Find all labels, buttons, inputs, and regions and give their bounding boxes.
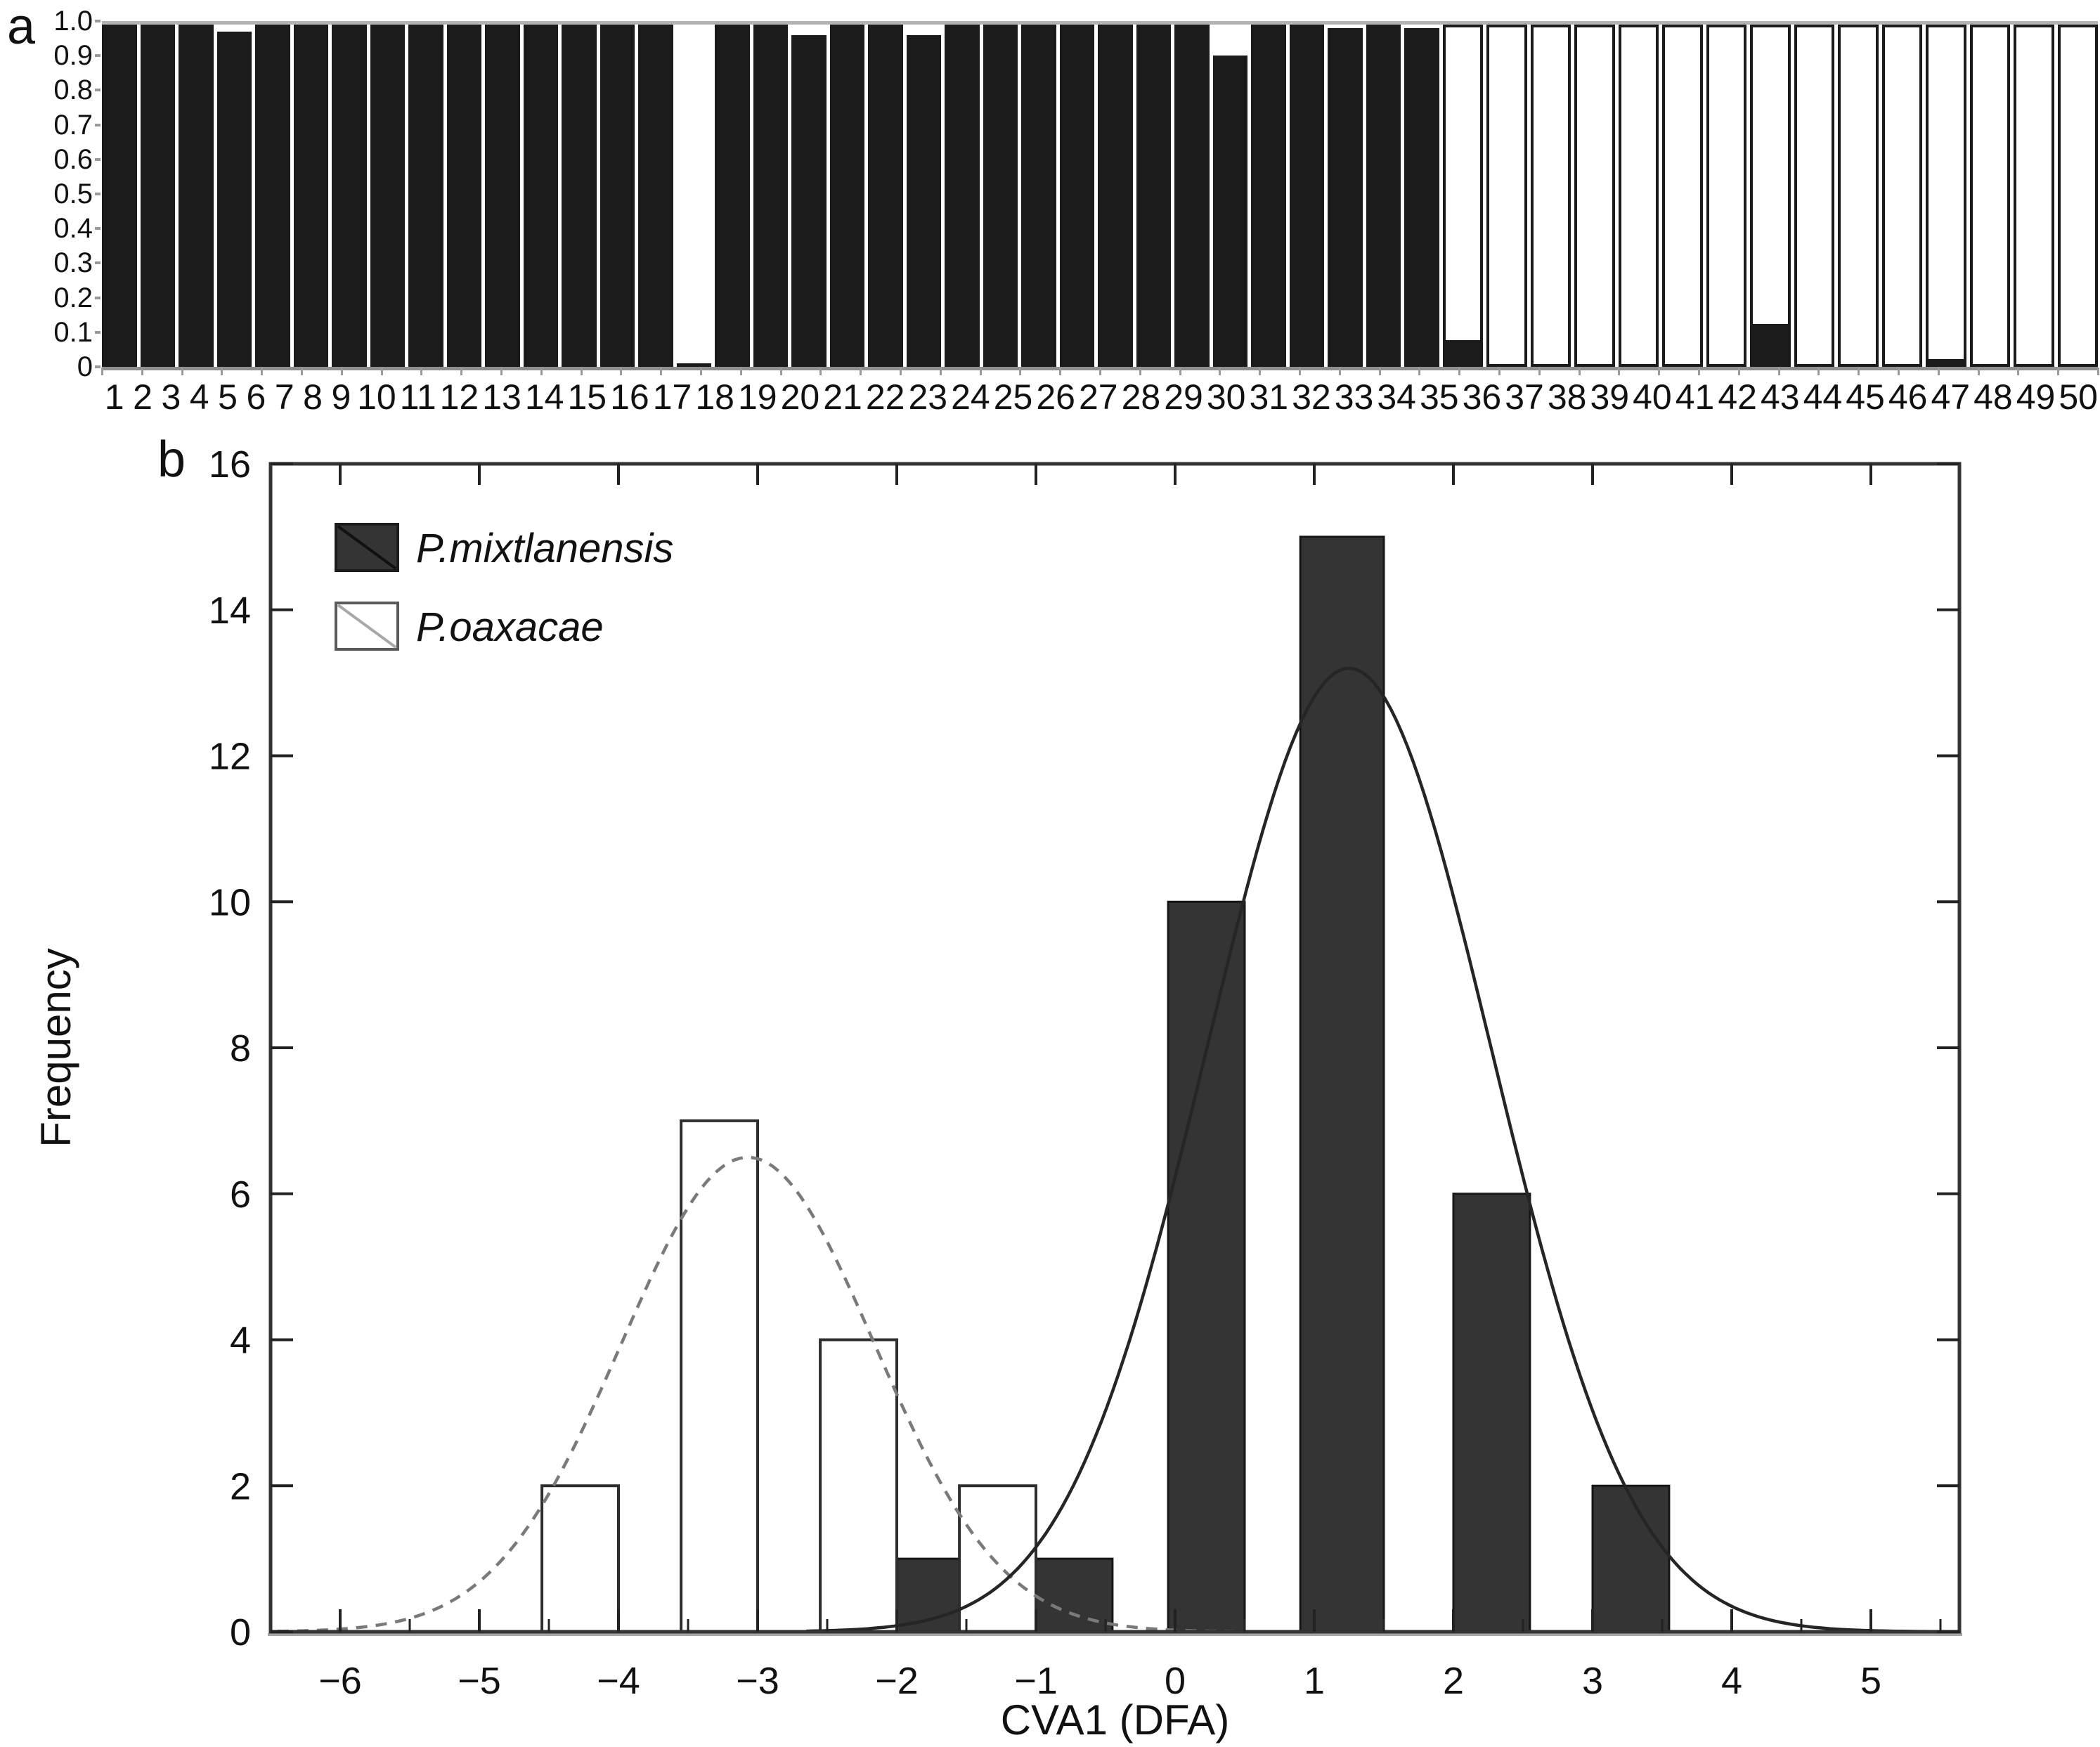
a-y-tick-label: 0.2 (53, 282, 93, 313)
a-x-tick-label: 47 (1931, 377, 1971, 417)
a-x-tick-label: 8 (303, 377, 323, 417)
x-tick-label: −2 (875, 1660, 919, 1702)
a-x-tick-label: 32 (1292, 377, 1331, 417)
a-y-tick-label: 0.1 (53, 316, 93, 348)
a-x-tick-label: 48 (1973, 377, 2013, 417)
panel-a-label: a (7, 0, 36, 55)
a-x-tick-label: 23 (908, 377, 948, 417)
x-tick-label: −6 (318, 1660, 362, 1702)
a-y-tick-label: 0.5 (53, 178, 93, 209)
a-y-tick-label: 0.3 (53, 247, 93, 279)
x-tick-label: 4 (1720, 1660, 1743, 1702)
a-x-tick-label: 37 (1505, 377, 1544, 417)
a-x-tick-label: 33 (1334, 377, 1374, 417)
x-tick-label: 3 (1581, 1660, 1604, 1702)
y-tick-label: 0 (229, 1611, 251, 1654)
x-axis-title: CVA1 (DFA) (1000, 1696, 1230, 1743)
y-tick-label: 16 (208, 443, 251, 486)
a-x-tick-label: 27 (1079, 377, 1118, 417)
a-x-tick-label: 17 (652, 377, 692, 417)
a-y-tick-label: 0.6 (53, 143, 93, 175)
a-x-tick-label: 35 (1420, 377, 1459, 417)
a-x-tick-label: 45 (1846, 377, 1885, 417)
x-tick-label: 0 (1164, 1660, 1186, 1702)
a-x-tick-label: 28 (1121, 377, 1161, 417)
a-x-tick-label: 21 (823, 377, 862, 417)
a-x-tick-label: 10 (357, 377, 396, 417)
a-x-tick-label: 14 (524, 377, 564, 417)
a-x-tick-label: 4 (189, 377, 209, 417)
a-x-tick-label: 1 (104, 377, 124, 417)
a-x-tick-label: 38 (1547, 377, 1587, 417)
y-tick-label: 14 (208, 589, 251, 632)
a-x-tick-label: 29 (1164, 377, 1203, 417)
a-x-tick-label: 13 (482, 377, 521, 417)
a-x-tick-label: 2 (133, 377, 153, 417)
hist-bar-dark (1593, 1486, 1669, 1632)
a-x-tick-label: 34 (1377, 377, 1416, 417)
a-x-tick-label: 15 (567, 377, 607, 417)
hist-bar-dark (1168, 902, 1245, 1632)
a-x-tick-label: 41 (1675, 377, 1715, 417)
a-y-tick-label: 0.4 (53, 213, 93, 245)
a-x-tick-label: 18 (695, 377, 734, 417)
x-tick-label: 2 (1442, 1660, 1465, 1702)
a-x-tick-label: 7 (274, 377, 294, 417)
a-x-tick-label: 49 (2016, 377, 2056, 417)
a-x-tick-label: 3 (161, 377, 181, 417)
y-tick-label: 12 (208, 735, 251, 778)
hist-bar-white (959, 1486, 1036, 1632)
axis-shadow (268, 1633, 1962, 1636)
a-x-tick-label: 44 (1803, 377, 1843, 417)
x-tick-label: −3 (736, 1660, 779, 1702)
a-x-tick-label: 5 (218, 377, 238, 417)
hist-bar-white (820, 1340, 897, 1632)
y-tick-label: 4 (229, 1319, 251, 1362)
a-x-tick-label: 24 (951, 377, 990, 417)
a-y-tick-label: 0.9 (53, 40, 93, 72)
a-x-tick-label: 20 (780, 377, 820, 417)
panel-b-label: b (157, 431, 186, 488)
a-x-tick-label: 11 (399, 377, 436, 417)
x-tick-label: 1 (1303, 1660, 1326, 1702)
hist-bar-white (542, 1486, 618, 1632)
a-x-tick-label: 26 (1036, 377, 1075, 417)
x-tick-label: 5 (1860, 1660, 1882, 1702)
a-x-tick-label: 40 (1633, 377, 1672, 417)
a-x-tick-label: 12 (439, 377, 479, 417)
a-x-tick-label: 50 (2059, 377, 2098, 417)
a-y-tick-label: 0.7 (53, 109, 93, 141)
hist-bar-dark (1453, 1194, 1530, 1632)
a-x-tick-label: 9 (331, 377, 351, 417)
hist-bar-dark (1036, 1559, 1113, 1632)
a-x-tick-label: 42 (1718, 377, 1757, 417)
a-x-tick-label: 39 (1590, 377, 1630, 417)
y-tick-label: 8 (229, 1027, 251, 1070)
y-tick-label: 2 (229, 1465, 251, 1508)
legend-label: P.mixtlanensis (416, 526, 674, 571)
a-x-tick-label: 19 (738, 377, 777, 417)
y-tick-label: 6 (229, 1173, 251, 1216)
hist-bar-white (681, 1121, 758, 1632)
legend-label: P.oaxacae (416, 604, 604, 650)
a-y-tick-label: 0.8 (53, 74, 93, 106)
x-tick-label: −5 (458, 1660, 501, 1702)
a-x-tick-label: 43 (1761, 377, 1800, 417)
a-x-tick-label: 46 (1888, 377, 1928, 417)
x-tick-label: −1 (1014, 1660, 1058, 1702)
a-x-tick-label: 31 (1249, 377, 1289, 417)
a-x-tick-label: 36 (1462, 377, 1502, 417)
a-x-tick-label: 25 (993, 377, 1033, 417)
a-x-tick-label: 30 (1206, 377, 1246, 417)
a-y-tick-label: 0 (77, 351, 93, 382)
a-y-tick-label: 1.0 (53, 6, 93, 37)
a-x-tick-label: 16 (610, 377, 649, 417)
a-x-tick-label: 22 (865, 377, 905, 417)
a-x-tick-label: 6 (246, 377, 266, 417)
x-tick-label: −4 (597, 1660, 640, 1702)
y-axis-title: Frequency (32, 948, 79, 1148)
y-tick-label: 10 (208, 881, 251, 924)
